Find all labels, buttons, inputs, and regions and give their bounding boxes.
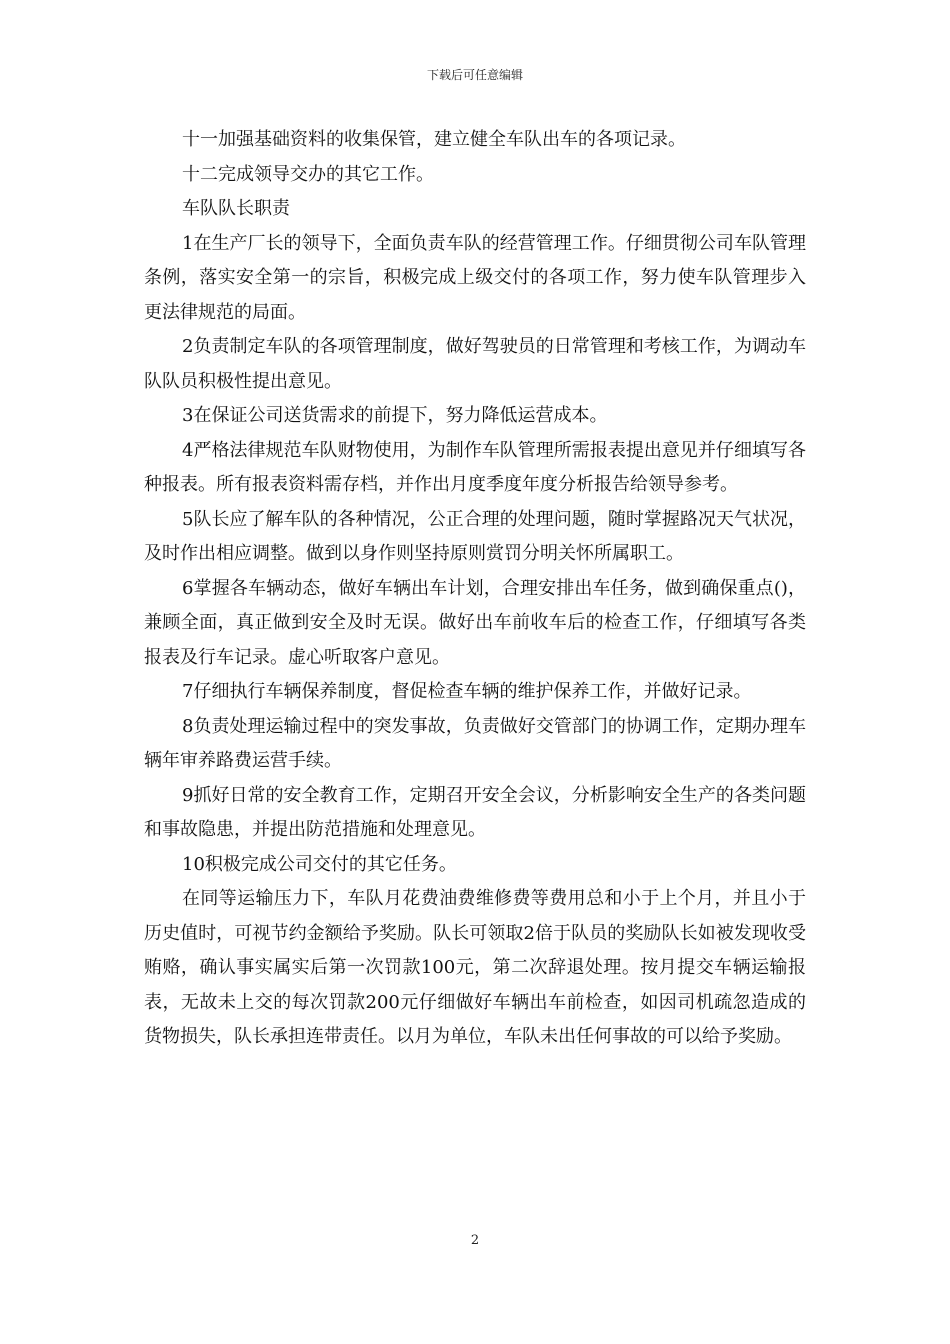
page-number: 2	[470, 1233, 480, 1248]
paragraph-11-record-keeping: 十一加强基础资料的收集保管，建立健全车队出车的各项记录。	[182, 129, 686, 150]
reward-penalty-paragraph: 在同等运输压力下，车队月花费油费维修费等费用总和小于上个月，并且小于历史值时，可视节约金额给予奖励。队长可领取2倍于队员的奖励队长如被发现收受贿赂，确认事实属实后第一次罚款100元，第二次辞退处理。按月提交车辆运输报表，无故未上交的每次罚款200元仔细做好车辆出车前检查，如因司机疏忽造成的货物损失，队长承担连带责任。以月为单位，车队未出任何事故的可以给予奖励。	[144, 888, 806, 1047]
duty-item-5: 5队长应了解车队的各种情况，公正合理的处理问题，随时掌握路况天气状况，及时作出相应调整。做到以身作则坚持原则赏罚分明关怀所属职工。	[144, 508, 806, 564]
duty-item-3: 3在保证公司送货需求的前提下，努力降低运营成本。	[182, 405, 608, 426]
duty-item-1: 1在生产厂长的领导下，全面负责车队的经营管理工作。仔细贯彻公司车队管理条例，落实安全第一的宗旨，积极完成上级交付的各项工作，努力使车队管理步入更法律规范的局面。	[144, 232, 806, 323]
duty-item-10: 10积极完成公司交付的其它任务。	[182, 853, 457, 875]
page-header: 下载后可任意编辑	[426, 68, 523, 82]
duty-item-2: 2负责制定车队的各项管理制度，做好驾驶员的日常管理和考核工作，为调动车队队员积极性提出意见。	[144, 336, 806, 392]
paragraph-12-other-tasks: 十二完成领导交办的其它工作。	[182, 163, 434, 185]
duty-item-6: 6掌握各车辆动态，做好车辆出车计划，合理安排出车任务，做到确保重点()，兼顾全面，真正做到安全及时无误。做好出车前收车后的检查工作，仔细填写各类报表及行车记录。虚心听取客户意见。	[144, 577, 806, 668]
duty-item-7: 7仔细执行车辆保养制度，督促检查车辆的维护保养工作，并做好记录。	[182, 681, 752, 702]
duty-item-9: 9抓好日常的安全教育工作，定期召开安全会议，分析影响安全生产的各类问题和事故隐患，并提出防范措施和处理意见。	[144, 784, 806, 840]
document-body	[144, 123, 806, 1055]
duty-item-8: 8负责处理运输过程中的突发事故，负责做好交管部门的协调工作，定期办理车辆年审养路费运营手续。	[144, 715, 806, 771]
duty-item-4: 4严格法律规范车队财物使用，为制作车队管理所需报表提出意见并仔细填写各种报表。所有报表资料需存档，并作出月度季度年度分析报告给领导参考。	[144, 439, 806, 495]
section-heading-team-leader-duties: 车队队长职责	[182, 198, 290, 219]
